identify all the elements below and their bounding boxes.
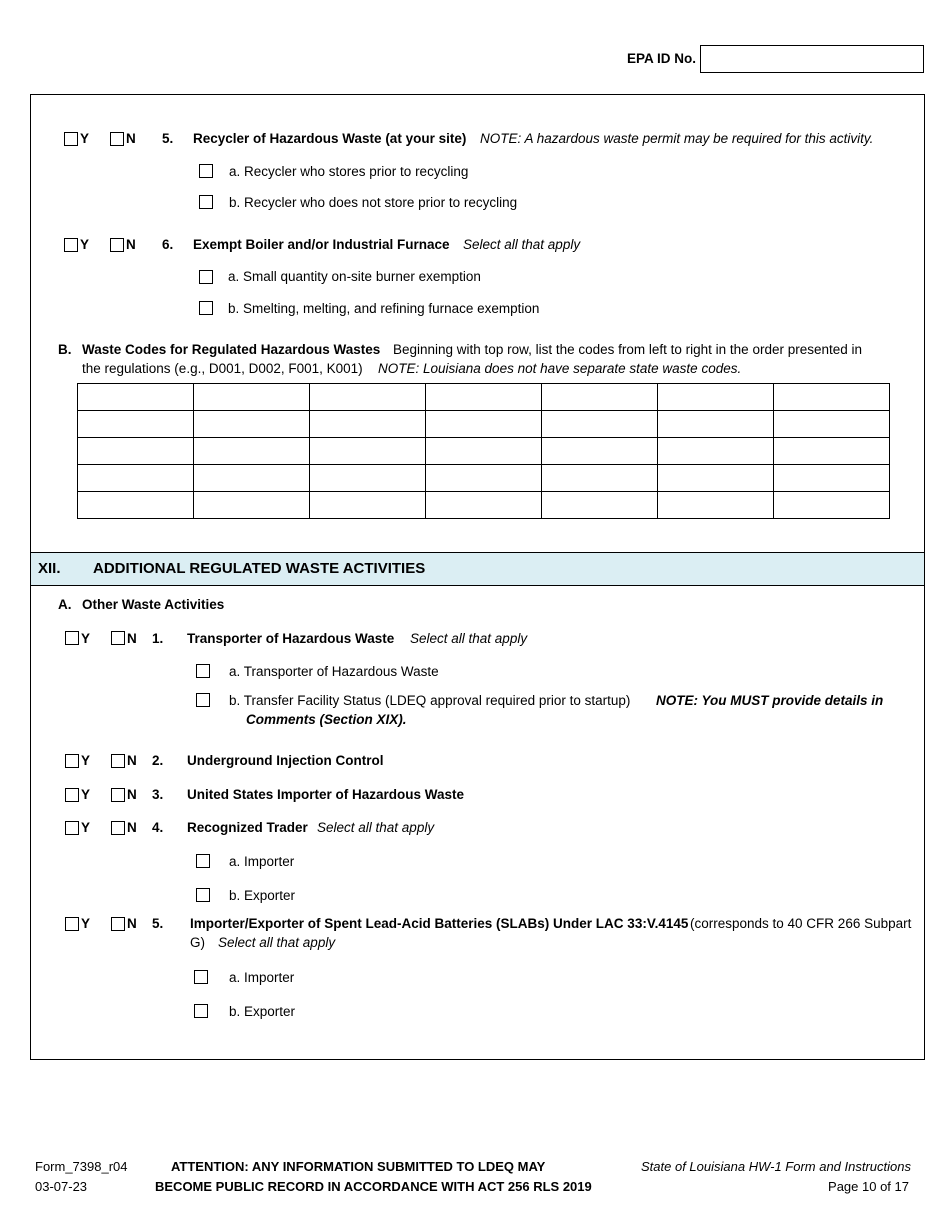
section-b-letter: B. xyxy=(58,342,72,357)
recycler-stores-checkbox[interactable] xyxy=(199,164,213,178)
item-title: Underground Injection Control xyxy=(187,753,384,768)
yes-label: Y xyxy=(81,820,91,835)
waste-code-cell[interactable] xyxy=(194,438,310,465)
yes-label: Y xyxy=(81,916,91,931)
waste-code-cell[interactable] xyxy=(658,438,774,465)
trader-exporter-checkbox[interactable] xyxy=(196,888,210,902)
yes-label: Y xyxy=(81,631,91,646)
waste-code-cell[interactable] xyxy=(310,384,426,411)
waste-code-cell[interactable] xyxy=(542,384,658,411)
waste-code-cell[interactable] xyxy=(310,438,426,465)
waste-code-cell[interactable] xyxy=(542,411,658,438)
item-title: Recycler of Hazardous Waste (at your site) xyxy=(193,131,467,146)
xii-item5-no-checkbox[interactable] xyxy=(111,917,125,931)
xii-item4-no-checkbox[interactable] xyxy=(111,821,125,835)
item5-yes-checkbox[interactable] xyxy=(64,132,78,146)
waste-code-cell[interactable] xyxy=(658,411,774,438)
waste-codes-row xyxy=(78,465,890,492)
yes-label: Y xyxy=(81,753,91,768)
item-number: 5. xyxy=(162,131,174,146)
footer-date: 03-07-23 xyxy=(35,1179,88,1194)
option-label: b. Exporter xyxy=(229,888,296,903)
waste-code-cell[interactable] xyxy=(310,411,426,438)
no-label: N xyxy=(126,237,136,252)
waste-code-cell[interactable] xyxy=(774,438,890,465)
furnace-exemption-checkbox[interactable] xyxy=(199,301,213,315)
option-label: a. Recycler who stores prior to recycling xyxy=(229,164,469,179)
waste-code-cell[interactable] xyxy=(542,465,658,492)
footer-doc-title: State of Louisiana HW-1 Form and Instructions xyxy=(641,1159,911,1174)
xii-item3-yes-checkbox[interactable] xyxy=(65,788,79,802)
slab-importer-checkbox[interactable] xyxy=(194,970,208,984)
waste-code-cell[interactable] xyxy=(658,492,774,519)
section-b-title: Waste Codes for Regulated Hazardous Wastes xyxy=(82,342,381,357)
option-label: b. Transfer Facility Status (LDEQ approval required prior to startup) xyxy=(229,693,631,708)
waste-code-cell[interactable] xyxy=(426,492,542,519)
item-note: Select all that apply xyxy=(410,631,528,646)
sub-a-letter: A. xyxy=(58,597,72,612)
waste-code-cell[interactable] xyxy=(78,492,194,519)
waste-code-cell[interactable] xyxy=(78,465,194,492)
option-label: b. Exporter xyxy=(229,1004,296,1019)
option-label: b. Recycler who does not store prior to recycling xyxy=(229,195,518,210)
item-note: Select all that apply xyxy=(463,237,581,252)
item-note: Select all that apply xyxy=(317,820,435,835)
xii-item4-yes-checkbox[interactable] xyxy=(65,821,79,835)
waste-code-cell[interactable] xyxy=(426,384,542,411)
item-number: 6. xyxy=(162,237,174,252)
waste-codes-table xyxy=(77,383,890,519)
burner-exemption-checkbox[interactable] xyxy=(199,270,213,284)
waste-code-cell[interactable] xyxy=(658,465,774,492)
recycler-not-store-checkbox[interactable] xyxy=(199,195,213,209)
transfer-facility-checkbox[interactable] xyxy=(196,693,210,707)
footer-form-id: Form_7398_r04 xyxy=(35,1159,128,1174)
section-b-instruction: Beginning with top row, list the codes from left to right in the order presented in xyxy=(393,342,863,357)
option-label: a. Small quantity on-site burner exemption xyxy=(228,269,481,284)
epa-id-input[interactable] xyxy=(700,45,924,73)
xii-item5-yes-checkbox[interactable] xyxy=(65,917,79,931)
xii-item1-no-checkbox[interactable] xyxy=(111,631,125,645)
item-number: 1. xyxy=(152,631,164,646)
waste-code-cell[interactable] xyxy=(774,384,890,411)
item6-yes-checkbox[interactable] xyxy=(64,238,78,252)
waste-code-cell[interactable] xyxy=(426,438,542,465)
item-title: Exempt Boiler and/or Industrial Furnace xyxy=(193,237,450,252)
section-b-instruction-2: the regulations (e.g., D001, D002, F001, K001) xyxy=(82,361,363,376)
waste-code-cell[interactable] xyxy=(78,384,194,411)
section-b-note: NOTE: Louisiana does not have separate state waste codes. xyxy=(378,361,742,376)
item-title-line2: G) xyxy=(190,935,205,950)
item-title: Recognized Trader xyxy=(187,820,308,835)
waste-code-cell[interactable] xyxy=(542,438,658,465)
waste-codes-row xyxy=(78,411,890,438)
xii-item2-no-checkbox[interactable] xyxy=(111,754,125,768)
waste-code-cell[interactable] xyxy=(542,492,658,519)
item-number: 5. xyxy=(152,916,164,931)
item-title: Importer/Exporter of Spent Lead-Acid Batteries (SLABs) Under LAC 33:V.4145 xyxy=(190,916,689,931)
waste-code-cell[interactable] xyxy=(774,411,890,438)
section-xii-number: XII. xyxy=(38,560,61,577)
no-label: N xyxy=(127,631,137,646)
section-xii-title: ADDITIONAL REGULATED WASTE ACTIVITIES xyxy=(93,560,426,577)
option-note: NOTE: You MUST provide details in xyxy=(656,693,884,708)
waste-code-cell[interactable] xyxy=(774,465,890,492)
no-label: N xyxy=(127,916,137,931)
no-label: N xyxy=(127,820,137,835)
yes-label: Y xyxy=(80,237,90,252)
waste-code-cell[interactable] xyxy=(194,384,310,411)
slab-exporter-checkbox[interactable] xyxy=(194,1004,208,1018)
item-number: 3. xyxy=(152,787,164,802)
no-label: N xyxy=(127,753,137,768)
no-label: N xyxy=(127,787,137,802)
xii-item3-no-checkbox[interactable] xyxy=(111,788,125,802)
waste-code-cell[interactable] xyxy=(310,492,426,519)
yes-label: Y xyxy=(81,787,91,802)
waste-code-cell[interactable] xyxy=(78,411,194,438)
item-number: 2. xyxy=(152,753,164,768)
trader-importer-checkbox[interactable] xyxy=(196,854,210,868)
waste-code-cell[interactable] xyxy=(194,411,310,438)
waste-codes-row xyxy=(78,492,890,519)
item-title-suffix: (corresponds to 40 CFR 266 Subpart xyxy=(690,916,912,931)
waste-code-cell[interactable] xyxy=(426,411,542,438)
waste-code-cell[interactable] xyxy=(310,465,426,492)
waste-code-cell[interactable] xyxy=(194,492,310,519)
option-label: a. Importer xyxy=(229,970,295,985)
no-label: N xyxy=(126,131,136,146)
footer-attention-1: ATTENTION: ANY INFORMATION SUBMITTED TO LDEQ MAY xyxy=(171,1159,546,1174)
sub-a-title: Other Waste Activities xyxy=(82,597,225,612)
footer-attention-2: BECOME PUBLIC RECORD IN ACCORDANCE WITH ACT 256 RLS 2019 xyxy=(155,1179,592,1194)
waste-code-cell[interactable] xyxy=(426,465,542,492)
xii-item2-yes-checkbox[interactable] xyxy=(65,754,79,768)
yes-label: Y xyxy=(80,131,90,146)
item-number: 4. xyxy=(152,820,164,835)
item5-no-checkbox[interactable] xyxy=(110,132,124,146)
waste-codes-row xyxy=(78,438,890,465)
waste-code-cell[interactable] xyxy=(658,384,774,411)
waste-code-cell[interactable] xyxy=(774,492,890,519)
item-title: United States Importer of Hazardous Waste xyxy=(187,787,465,802)
waste-codes-row xyxy=(78,384,890,411)
xii-item1-yes-checkbox[interactable] xyxy=(65,631,79,645)
waste-code-cell[interactable] xyxy=(78,438,194,465)
option-label: a. Transporter of Hazardous Waste xyxy=(229,664,439,679)
epa-id-label: EPA ID No. xyxy=(627,51,697,66)
option-label: a. Importer xyxy=(229,854,295,869)
item-note: NOTE: A hazardous waste permit may be required for this activity. xyxy=(480,131,874,146)
waste-code-cell[interactable] xyxy=(194,465,310,492)
transporter-checkbox[interactable] xyxy=(196,664,210,678)
item-title: Transporter of Hazardous Waste xyxy=(187,631,395,646)
item6-no-checkbox[interactable] xyxy=(110,238,124,252)
footer-page-number: Page 10 of 17 xyxy=(828,1179,909,1194)
option-note-2: Comments (Section XIX). xyxy=(246,712,407,727)
item-note: Select all that apply xyxy=(218,935,336,950)
option-label: b. Smelting, melting, and refining furnace exemption xyxy=(228,301,540,316)
